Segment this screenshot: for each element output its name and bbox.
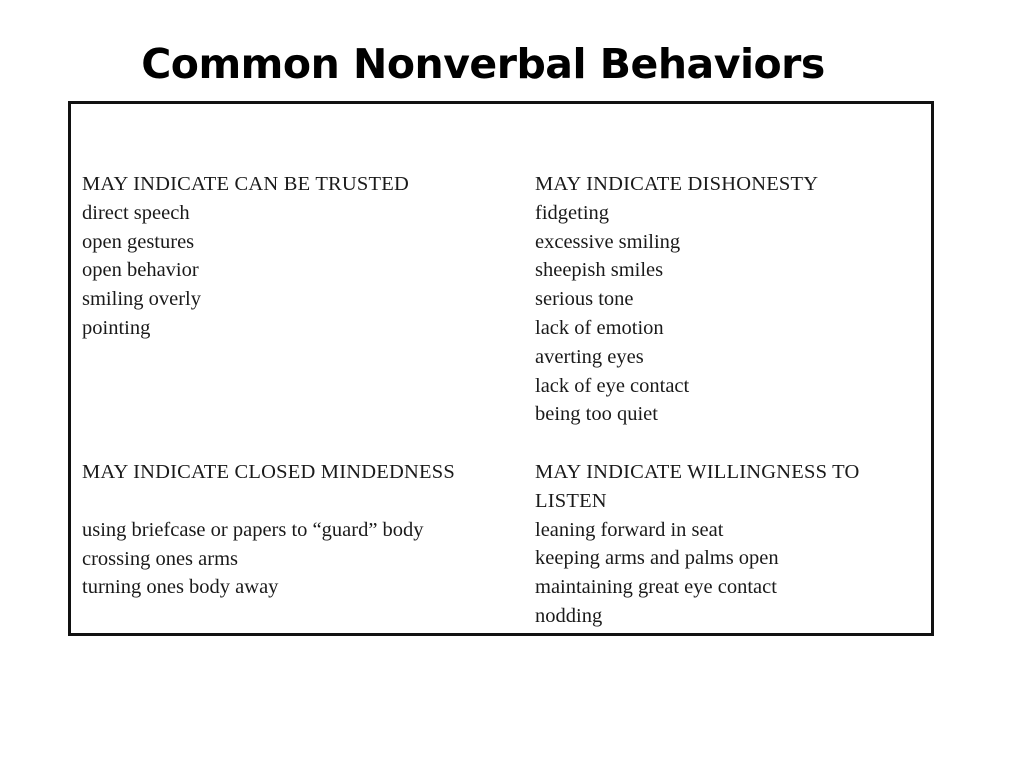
trusted-item: pointing bbox=[82, 316, 151, 339]
willingness-item: maintaining great eye contact bbox=[535, 576, 777, 599]
trusted-item: direct speech bbox=[82, 201, 190, 224]
trusted-heading: MAY INDICATE CAN BE TRUSTED bbox=[82, 173, 409, 195]
closed-mindedness-item: crossing ones arms bbox=[82, 547, 239, 570]
dishonesty-item: lack of emotion bbox=[535, 316, 664, 339]
dishonesty-item: averting eyes bbox=[535, 345, 644, 368]
closed-mindedness-item: turning ones body away bbox=[82, 576, 279, 599]
closed-mindedness-heading: MAY INDICATE CLOSED MINDEDNESS bbox=[82, 461, 455, 483]
dishonesty-item: excessive smiling bbox=[535, 230, 681, 253]
willingness-heading-line2: LISTEN bbox=[535, 489, 607, 512]
trusted-item: open gestures bbox=[82, 230, 195, 253]
dishonesty-item: fidgeting bbox=[535, 201, 610, 224]
willingness-item: nodding bbox=[535, 604, 603, 627]
dishonesty-item: sheepish smiles bbox=[535, 259, 664, 282]
behaviors-table bbox=[68, 101, 934, 636]
closed-mindedness-cell bbox=[82, 458, 455, 602]
closed-mindedness-item: using briefcase or papers to “guard” body bbox=[82, 518, 424, 541]
trusted-item: open behavior bbox=[82, 259, 199, 282]
closed-mindedness-list bbox=[82, 516, 455, 602]
trusted-cell bbox=[82, 170, 409, 343]
willingness-item: keeping arms and palms open bbox=[535, 547, 779, 570]
dishonesty-heading: MAY INDICATE DISHONESTY bbox=[535, 173, 819, 195]
willingness-heading-line1: MAY INDICATE WILLINGNESS TO bbox=[535, 461, 860, 483]
slide-title: Common Nonverbal Behaviors bbox=[141, 40, 825, 88]
willingness-cell bbox=[535, 458, 859, 631]
willingness-item: leaning forward in seat bbox=[535, 518, 724, 541]
dishonesty-item: serious tone bbox=[535, 288, 634, 311]
dishonesty-item: lack of eye contact bbox=[535, 374, 690, 397]
trusted-item: smiling overly bbox=[82, 288, 202, 311]
dishonesty-cell bbox=[535, 170, 818, 429]
dishonesty-item: being too quiet bbox=[535, 403, 658, 426]
